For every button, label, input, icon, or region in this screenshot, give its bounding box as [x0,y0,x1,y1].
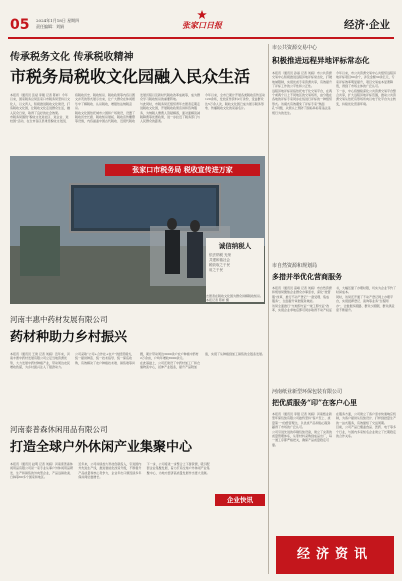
story-2 [10,314,265,414]
column-divider [268,44,269,574]
column-ad-line: 用之于民 [209,268,223,272]
right-story-1-body [272,71,396,253]
enterprise-news-body [215,509,265,571]
economy-news-box [276,536,394,574]
story-3-headline: 打造全球户外休闲产业集聚中心 [10,440,193,455]
photo-banner: 张家口市税务局 税收宣传进万家 [105,164,260,176]
right-story-3-kicker: 河南纸业新型环保包装有限公司 [272,389,343,395]
top-story-paragraph: 今年以来，全市已累计开展各类税收宣传活动120余场，发放宣传资料2万余份，受益群众达5万余人次，税收文化园已成为展示税务形象、传播税收文化的亮丽名片。 [205,93,266,111]
page-number: 05 [10,17,30,33]
right-story-1-paragraph: 今年以来，市公共资源交易中心共组织远程异地评标项目60余个，涉及金额30余亿元，专家评标效率明显提升，项目交易成本显著降低，得到了市场主体的广泛认可。 [336,71,397,89]
masthead-logo [178,10,226,40]
top-story-kicker: 传承税务文化 传承税收精神 [10,52,134,63]
right-story-1-headline: 积极推进远程异地评标常态化 [272,56,370,65]
top-story-headline: 市税务局税收文化园融入民众生活 [10,67,251,86]
column-ad-lines [209,253,261,273]
masthead-title: 张家口日报 [182,20,222,30]
column-ad [206,238,264,302]
story-2-paragraph: 本报讯（通讯员 王建 记者 刘娟）近年来，河南丰惠中药材发展有限公司立足当地资源优势，大力发展中药材种植产业，带动周边农民增收致富，为乡村振兴注入了强劲动力。 [10,352,71,370]
story-2-body [10,352,265,412]
right-story-1-paragraph: 本报讯（通讯员 孙丽 记者 刘娟）市公共资源交易中心积极推进远程异地评标常态化，打破地域限制，实现优质专家资源共享，有效提升了评标工作的公平性和公正性。 [272,71,333,89]
top-story-paragraph: 与此同时，市税务局还组织青年志愿者定期走进税收文化园，开展税收政策宣讲和咨询服务，为纳税人缴费人答疑解惑，面对面解读减税降费等优惠政策，进一步拉近了税务部门与人民群众的距离。 [140,101,201,124]
right-story-2-body [272,286,396,382]
enterprise-news-label: 企业快讯 [215,494,265,506]
story-2-kicker: 河南丰惠中药材发展有限公司 [10,315,108,324]
column-ad-line: 税收取之于民 [209,263,230,267]
story-2-headline: 药材种助力乡村振兴 [10,330,128,345]
top-story-body [10,93,265,161]
right-story-2-paragraph: 该局全面推行“交地即交证”“竣工即交证”改革，实现企业拿地后即可同步取得不动产权证书，大幅压缩了办理时限，切实为企业节约了时间成本。 [272,286,397,313]
column-ad-line: 依法纳税 光荣 [209,253,232,257]
right-story-3-headline: 把优质服务“印”在客户心里 [272,398,358,407]
section-title: 经济·企业 [344,19,390,31]
story-3-body [10,462,210,574]
story-2-paragraph: 在此基础上，公司还建设了中药材加工厂和仓储物流中心，延伸产业链条，提升产品附加值，实现了从种植到加工销售的全链条发展。 [140,352,266,370]
right-story-2-paragraph: 本报讯（通讯员 高峰 记者 刘娟）市自然资源和规划局聚焦企业群众办事需求，深化“放管服”改革，推行不动产登记“一窗受理、集成服务”，全面提升审批服务效能。 [272,286,332,304]
right-story-3-paragraph: 在服务方面，公司建立了客户需求快速响应机制，为客户提供从包装设计、打样到批量生产的一站式服务，有效缩短了交货周期。 [336,412,397,425]
top-story-photo [10,156,265,304]
story-3-paragraph: 近年来，公司持续加大科技创新投入，引进国内外先进生产线，推进智能化改造升级，不断提升产品质量和核心竞争力，企业年出口额连续多年保持两位数增长。 [78,462,142,480]
right-story-3-paragraph: 目前，公司产品已覆盖食品、医药、电子等多个行业，与国内多家知名企业建立了长期稳定的合作关系。 [336,425,397,439]
story-2-paragraph: 公司采取“公司+合作社+农户”的经营模式，统一提供种苗、统一技术指导、统一保底收购，有效解决了农户种植技术难、销售难等问题，累计带动周边3000余户农户种植中药材2万余亩，户均年增收8000余元。 [75,352,199,365]
header-rule [8,37,394,39]
masthead-emblem-icon [197,10,207,19]
right-story-3-paragraph: 公司引进先进的印刷包装设备，建立了完善的质量管理体系，从原材料采购到成品出厂，每一道工序都严格把关，确保产品质量稳定可靠。 [272,429,333,447]
date-line: 2024年1月18日 星期四 [36,18,80,23]
story-3 [10,424,265,574]
column-ad-title: 诚信纳税人 [218,242,252,250]
right-story-1-paragraph: 下一步，中心将继续深化公共资源交易平台整合共享，扩大远程异地评标范围，推动公共资源交易从依托有形场所向以电子化平台为主转变，持续优化营商环境。 [336,88,397,106]
editor-line: 责任编辑：刘娟 [36,24,64,29]
right-story-3-paragraph: 本报讯（通讯员 李强 记者 刘娟）河南纸业新型环保包装有限公司始终坚持“客户至上、质量第一”的经营理念，以优质产品和贴心服务赢得了市场的广泛认可。 [272,412,332,430]
top-story-paragraph: 税收文化园依托城市公园和广场建设，设置了税收历史长廊、税收知识展板、税收宣传雕塑等设施，内容涵盖中国古代税收、近现代税收发展历程以及新时代税收改革成就等，成为群众学习税收知识的重要阵地。 [75,93,201,124]
right-story-2-kicker: 市自然资源和规划局 [272,263,318,269]
right-story-2-paragraph: 同时，该局还开通了不动产登记网上办理平台，实现抵押登记、查询等业务“全程网办”，让数据多跑路、群众少跑腿，群众满意度不断提升。 [336,294,395,313]
column-ad-line: 共建和谐社会 [209,258,230,262]
story-3-paragraph: 本报讯（通讯员 赵明 记者 刘娟）河南泰普森休闲用品有限公司是一家专业从事户外休闲用品研发、生产和销售的外向型企业，产品远销欧美、日韩等60多个国家和地区。 [10,462,74,480]
right-story-3 [272,388,396,528]
photo-caption: 志愿者在税收文化园为群众讲解税收知识。 本报记者 陈彬 摄 [206,294,265,303]
right-story-1 [272,44,396,254]
right-story-3-body [272,412,396,528]
top-story-paragraph: 本报讯（通讯员 张斌 李刚 记者 陈彬）今年以来，国家税务总局张家口市税务局坚持以文化人、以文育人，积极推进税收文化建设，打造税收文化园，让税收文化走进群众生活，融入民众日常，取得了良好的社会效果。 [10,93,71,115]
enterprise-news-box [215,494,265,572]
story-3-kicker: 河南泰普森休闲用品有限公司 [10,425,108,434]
right-story-2 [272,262,396,382]
story-3-paragraph: 下一步，公司将进一步整合上下游资源，吸引配套企业集聚发展，着力打造全球户外休闲产业集聚中心，为地方经济高质量发展作出更大贡献。 [146,462,210,475]
top-story-paragraph: 市税务局围绕“税收文化进社区、进企业、进校园”活动，在全市各区县建设税收文化园，将税收历史、税收知识、税收政策等内容以图文并茂的形式展示出来，让广大群众在休闲娱乐中了解税收、认识税收，增强依法纳税意识。 [10,93,136,124]
economy-news-label: 经济资讯 [296,547,373,562]
top-story [10,48,265,310]
page-header [0,0,402,40]
right-story-2-headline: 多措并举优化营商服务 [272,273,342,281]
right-story-1-kicker: 市公共资源交易中心 [272,45,318,51]
right-story-1-paragraph: 远程异地评标是指依托电子化交易平台，在两个或两个以上不同地区的交易场所，由分散在各地的评标专家同步在线进行评标的一种组织形式。该模式有效避免了评标专家“熟面孔”问题，从源头上预防了围标串标等违法违规行为的发生。 [272,88,333,115]
